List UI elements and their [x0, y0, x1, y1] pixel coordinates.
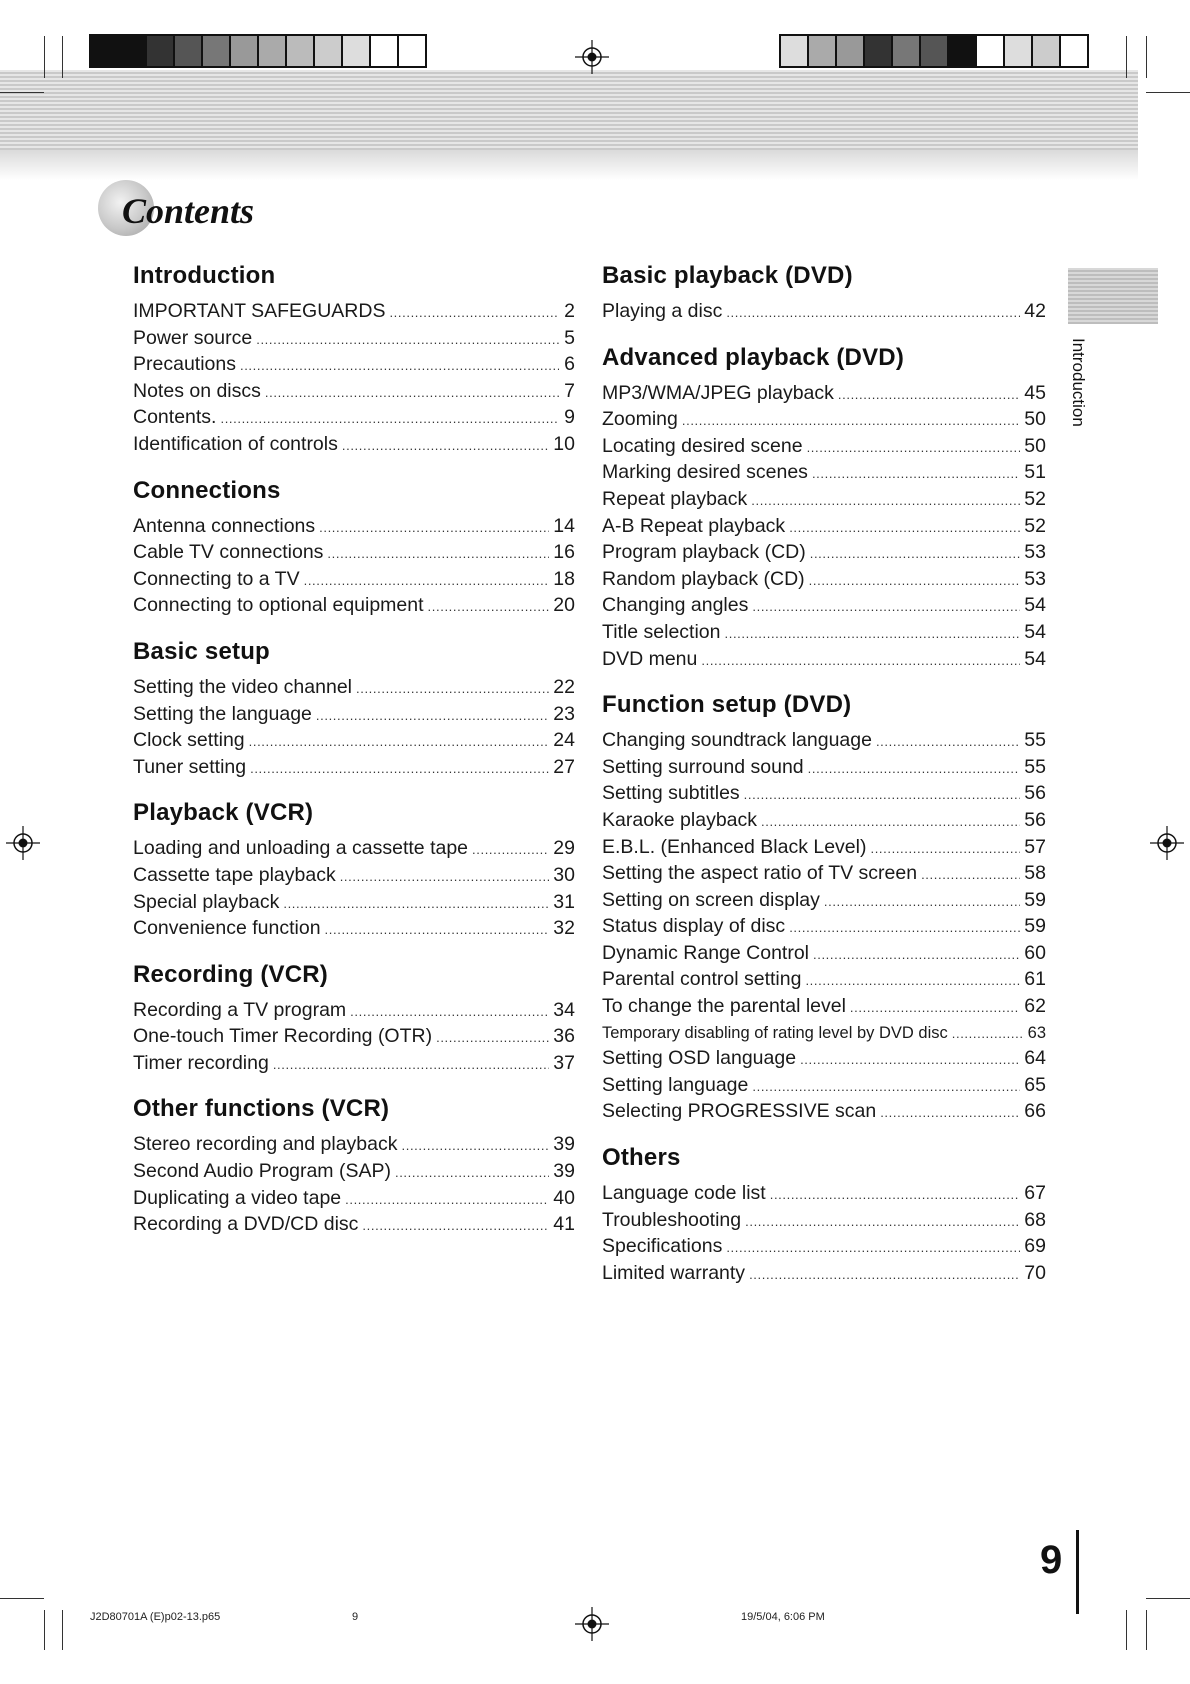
dot-leader: [472, 836, 549, 863]
dot-leader: [761, 808, 1020, 835]
toc-entry-page: 32: [553, 917, 575, 940]
toc-entry-label: Setting language: [602, 1073, 749, 1096]
toc-entry-page: 30: [553, 863, 575, 886]
toc-entry-label: Random playback (CD): [602, 567, 805, 590]
toc-entry-page: 54: [1024, 647, 1046, 670]
dot-leader: [342, 432, 549, 459]
toc-entry-page: 69: [1024, 1235, 1046, 1258]
toc-entry-page: 45: [1024, 381, 1046, 404]
dot-leader: [327, 540, 549, 567]
toc-entry: [133, 916, 575, 943]
dot-leader: [810, 540, 1021, 567]
toc-entry: [602, 781, 1046, 808]
toc-entry-page: 63: [1027, 1023, 1046, 1042]
color-bar-right: [779, 34, 1089, 68]
section-heading: Function setup (DVD): [602, 691, 852, 719]
toc-entry-label: Setting OSD language: [602, 1047, 797, 1070]
toc-entry: [602, 967, 1046, 994]
toc-section: [602, 691, 1046, 1126]
section-heading: Basic setup: [133, 637, 270, 665]
toc-entry-label: Second Audio Program (SAP): [133, 1160, 391, 1183]
toc-section: [133, 477, 575, 620]
crop-mark: [62, 1610, 63, 1650]
toc-entry-page: 51: [1024, 461, 1046, 484]
toc-section: [602, 344, 1046, 674]
toc-entry: [602, 835, 1046, 862]
toc-entry-label: E.B.L. (Enhanced Black Level): [602, 835, 867, 858]
toc-entry-label: Tuner setting: [133, 755, 247, 778]
toc-entry-page: 20: [553, 594, 575, 617]
toc-entry-label: IMPORTANT SAFEGUARDS: [133, 300, 386, 322]
toc-entry: [602, 514, 1046, 541]
section-heading: Others: [602, 1144, 681, 1172]
toc-entry-label: Setting on screen display: [602, 888, 820, 911]
section-heading: Introduction: [133, 262, 276, 289]
toc-entry-page: 23: [553, 702, 575, 725]
contents-column-left: [133, 262, 575, 1257]
dot-leader: [389, 299, 559, 326]
footer-datetime: 19/5/04, 6:06 PM: [741, 1611, 825, 1623]
dot-leader: [789, 514, 1020, 541]
toc-entry: [133, 890, 575, 917]
toc-entry-page: 50: [1024, 434, 1046, 457]
toc-entry-page: 5: [564, 326, 575, 349]
section-heading: Other functions (VCR): [133, 1095, 390, 1123]
toc-entry-page: 59: [1024, 915, 1046, 938]
crop-mark: [0, 1598, 44, 1599]
toc-entry-page: 6: [564, 353, 575, 376]
toc-entry: [133, 755, 575, 782]
toc-entry: [602, 1099, 1046, 1126]
toc-entry-page: 55: [1024, 729, 1046, 752]
toc-entry: [602, 487, 1046, 514]
toc-entry-label: Limited warranty: [602, 1261, 746, 1284]
dot-leader: [805, 967, 1020, 994]
toc-entry-page: 41: [553, 1213, 575, 1236]
toc-entry-label: Parental control setting: [602, 968, 802, 991]
dot-leader: [319, 514, 549, 541]
toc-entry-label: Connecting to optional equipment: [133, 594, 424, 617]
toc-entry: [133, 675, 575, 702]
toc-entry: [133, 1132, 575, 1159]
toc-entry: [602, 407, 1046, 434]
toc-entry: [602, 1261, 1046, 1288]
dot-leader: [325, 916, 550, 943]
toc-entry-page: 42: [1024, 300, 1046, 322]
dot-leader: [812, 460, 1020, 487]
toc-section: [602, 262, 1046, 326]
page-number: 9: [1040, 1538, 1063, 1582]
toc-entry-page: 55: [1024, 755, 1046, 778]
toc-entry: [133, 352, 575, 379]
dot-leader: [880, 1099, 1020, 1126]
toc-entry: [133, 432, 575, 459]
toc-entry-page: 57: [1024, 835, 1046, 858]
crop-mark: [44, 1610, 45, 1650]
toc-entry-label: MP3/WMA/JPEG playback: [602, 381, 834, 404]
toc-entry-label: Program playback (CD): [602, 541, 806, 564]
footer-file-name: J2D80701A (E)p02-13.p65: [90, 1611, 221, 1623]
dot-leader: [345, 1186, 549, 1213]
toc-entry: [602, 620, 1046, 647]
toc-entry: [602, 728, 1046, 755]
toc-entry-label: Marking desired scenes: [602, 461, 808, 484]
toc-section: [602, 1144, 1046, 1287]
dot-leader: [220, 405, 559, 432]
toc-entry-label: One-touch Timer Recording (OTR): [133, 1025, 433, 1048]
header-band-fade: [0, 150, 1138, 180]
dot-leader: [745, 1208, 1020, 1235]
toc-entry-label: Selecting PROGRESSIVE scan: [602, 1100, 877, 1123]
toc-entry: [133, 728, 575, 755]
dot-leader: [436, 1024, 549, 1051]
toc-entry-page: 40: [553, 1186, 575, 1209]
toc-section: [133, 262, 575, 459]
toc-entry-page: 62: [1024, 995, 1046, 1018]
dot-leader: [304, 567, 550, 594]
toc-entry-label: Locating desired scene: [602, 434, 803, 457]
toc-entry-label: Setting the language: [133, 702, 312, 725]
toc-entry: [133, 1159, 575, 1186]
toc-entry: [133, 998, 575, 1025]
dot-leader: [952, 1021, 1024, 1047]
page-title: Contents: [122, 191, 255, 231]
crop-mark: [0, 92, 44, 93]
footer-page: 9: [352, 1611, 359, 1623]
dot-leader: [725, 620, 1021, 647]
toc-entry: [602, 1046, 1046, 1073]
toc-entry-page: 34: [553, 998, 575, 1021]
section-tab-label: Introduction: [1069, 338, 1088, 427]
registration-mark-icon: [6, 826, 40, 860]
dot-leader: [921, 861, 1020, 888]
toc-entry-label: Language code list: [602, 1182, 766, 1205]
toc-entry-page: 52: [1024, 487, 1046, 510]
dot-leader: [726, 299, 1020, 326]
dot-leader: [240, 352, 559, 379]
toc-entry: [602, 994, 1046, 1021]
toc-entry: [133, 379, 575, 406]
dot-leader: [770, 1181, 1021, 1208]
crop-mark: [44, 36, 45, 78]
dot-leader: [800, 1046, 1020, 1073]
toc-entry-page: 27: [553, 755, 575, 778]
toc-entry-label: Contents.: [133, 406, 217, 429]
toc-entry: [602, 434, 1046, 461]
toc-entry: [602, 1021, 1046, 1047]
dot-leader: [752, 593, 1020, 620]
toc-entry-page: 22: [553, 675, 575, 698]
dot-leader: [428, 593, 550, 620]
dot-leader: [808, 755, 1021, 782]
toc-entry-page: 54: [1024, 594, 1046, 617]
dot-leader: [809, 567, 1021, 594]
toc-entry-page: 56: [1024, 808, 1046, 831]
toc-entry: [602, 593, 1046, 620]
toc-entry: [602, 540, 1046, 567]
page-number-rule: [1076, 1530, 1079, 1614]
toc-entry: [133, 567, 575, 594]
toc-entry-page: 39: [553, 1133, 575, 1156]
crop-mark: [1146, 1598, 1190, 1599]
toc-entry: [133, 514, 575, 541]
toc-entry: [133, 1024, 575, 1051]
toc-entry-label: Temporary disabling of rating level by DVD disc: [602, 1023, 948, 1042]
section-heading: Playback (VCR): [133, 799, 314, 827]
toc-entry: [602, 755, 1046, 782]
toc-entry-label: Timer recording: [133, 1051, 269, 1074]
dot-leader: [813, 941, 1020, 968]
dot-leader: [876, 728, 1020, 755]
toc-entry-page: 10: [553, 432, 575, 455]
section-tab: [1068, 268, 1158, 324]
dot-leader: [249, 728, 550, 755]
crop-mark: [1146, 36, 1147, 78]
dot-leader: [726, 1234, 1020, 1261]
dot-leader: [273, 1051, 549, 1078]
toc-entry-label: Cable TV connections: [133, 541, 324, 564]
toc-entry-page: 18: [553, 567, 575, 590]
dot-leader: [838, 381, 1020, 408]
toc-entry-page: 31: [553, 890, 575, 913]
toc-entry-page: 60: [1024, 941, 1046, 964]
toc-entry-label: Changing soundtrack language: [602, 729, 872, 752]
contents-column-right: [602, 262, 1046, 1305]
dot-leader: [402, 1132, 550, 1159]
toc-entry-page: 61: [1024, 968, 1046, 991]
dot-leader: [824, 888, 1020, 915]
dot-leader: [870, 835, 1020, 862]
dot-leader: [283, 890, 549, 917]
dot-leader: [751, 487, 1020, 514]
toc-entry-page: 14: [553, 514, 575, 537]
dot-leader: [682, 407, 1020, 434]
toc-entry: [133, 863, 575, 890]
toc-section: [133, 961, 575, 1078]
toc-entry-label: Antenna connections: [133, 514, 316, 537]
toc-entry-label: Special playback: [133, 890, 280, 913]
toc-entry-label: Power source: [133, 326, 253, 349]
section-heading: Recording (VCR): [133, 960, 328, 988]
toc-entry-label: Cassette tape playback: [133, 863, 336, 886]
dot-leader: [749, 1261, 1020, 1288]
toc-entry-page: 65: [1024, 1073, 1046, 1096]
toc-entry-page: 67: [1024, 1182, 1046, 1205]
toc-entry: [133, 593, 575, 620]
registration-mark-icon: [1150, 826, 1184, 860]
toc-entry-page: 50: [1024, 408, 1046, 431]
toc-entry-page: 29: [553, 837, 575, 860]
toc-entry-label: Setting surround sound: [602, 755, 804, 778]
toc-entry: [602, 1181, 1046, 1208]
toc-entry: [602, 299, 1046, 326]
crop-mark: [1126, 1610, 1127, 1650]
toc-entry-page: 58: [1024, 862, 1046, 885]
toc-entry-label: Connecting to a TV: [133, 567, 300, 590]
toc-entry-label: Clock setting: [133, 729, 245, 752]
toc-entry: [133, 1186, 575, 1213]
toc-entry-page: 7: [564, 379, 575, 402]
dot-leader: [256, 326, 559, 353]
toc-entry: [133, 702, 575, 729]
toc-entry-label: Setting the video channel: [133, 675, 352, 698]
toc-entry-page: 66: [1024, 1100, 1046, 1123]
dot-leader: [752, 1073, 1020, 1100]
registration-mark-icon: [575, 1607, 609, 1641]
dot-leader: [356, 675, 549, 702]
toc-entry-label: Setting subtitles: [602, 782, 740, 805]
toc-entry-page: 36: [553, 1025, 575, 1048]
toc-entry-label: Karaoke playback: [602, 808, 758, 831]
toc-entry-label: Specifications: [602, 1235, 723, 1258]
dot-leader: [350, 998, 549, 1025]
toc-entry-label: Duplicating a video tape: [133, 1186, 342, 1209]
toc-entry-page: 2: [564, 300, 575, 322]
toc-entry-label: Recording a DVD/CD disc: [133, 1213, 359, 1236]
toc-entry-label: To change the parental level: [602, 995, 846, 1018]
dot-leader: [850, 994, 1020, 1021]
toc-entry-page: 56: [1024, 782, 1046, 805]
toc-entry-page: 64: [1024, 1047, 1046, 1070]
dot-leader: [789, 914, 1020, 941]
toc-entry: [602, 381, 1046, 408]
dot-leader: [701, 647, 1020, 674]
toc-entry-label: Changing angles: [602, 594, 749, 617]
crop-mark: [62, 36, 63, 78]
dot-leader: [340, 863, 550, 890]
crop-mark: [1126, 36, 1127, 78]
toc-entry-label: Status display of disc: [602, 915, 786, 938]
toc-entry: [602, 808, 1046, 835]
toc-entry-page: 68: [1024, 1208, 1046, 1231]
toc-entry-label: Title selection: [602, 620, 721, 643]
toc-entry-label: A-B Repeat playback: [602, 514, 786, 537]
toc-entry-label: Troubleshooting: [602, 1208, 742, 1231]
toc-section: [133, 799, 575, 942]
toc-entry: [133, 405, 575, 432]
toc-entry: [602, 1234, 1046, 1261]
dot-leader: [395, 1159, 549, 1186]
toc-entry-label: Stereo recording and playback: [133, 1133, 398, 1156]
toc-entry-page: 16: [553, 541, 575, 564]
toc-entry: [602, 460, 1046, 487]
registration-mark-icon: [575, 40, 609, 74]
section-heading: Connections: [133, 476, 281, 504]
header-band: [0, 70, 1138, 150]
section-heading: Advanced playback (DVD): [602, 343, 905, 371]
dot-leader: [807, 434, 1021, 461]
toc-entry-page: 53: [1024, 567, 1046, 590]
dot-leader: [362, 1212, 549, 1239]
toc-entry: [602, 647, 1046, 674]
toc-entry-label: DVD menu: [602, 647, 698, 670]
toc-entry-page: 37: [553, 1051, 575, 1074]
toc-entry-label: Dynamic Range Control: [602, 941, 810, 964]
toc-entry: [602, 914, 1046, 941]
toc-entry-page: 39: [553, 1160, 575, 1183]
toc-entry-page: 52: [1024, 514, 1046, 537]
toc-entry-label: Identification of controls: [133, 432, 338, 455]
toc-entry-label: Precautions: [133, 353, 236, 376]
dot-leader: [744, 781, 1021, 808]
toc-entry: [133, 1051, 575, 1078]
section-heading: Basic playback (DVD): [602, 262, 853, 289]
toc-entry: [602, 1073, 1046, 1100]
toc-entry: [602, 1208, 1046, 1235]
toc-entry: [602, 888, 1046, 915]
toc-entry: [133, 326, 575, 353]
toc-entry-label: Recording a TV program: [133, 998, 347, 1021]
toc-section: [133, 638, 575, 781]
toc-entry-label: Convenience function: [133, 917, 321, 940]
toc-entry-label: Loading and unloading a cassette tape: [133, 837, 469, 860]
toc-entry-page: 24: [553, 729, 575, 752]
dot-leader: [265, 379, 559, 406]
toc-entry-page: 70: [1024, 1261, 1046, 1284]
toc-entry-label: Setting the aspect ratio of TV screen: [602, 862, 918, 885]
crop-mark: [1146, 1610, 1147, 1650]
toc-entry-page: 9: [564, 406, 575, 429]
toc-entry-label: Playing a disc: [602, 300, 723, 322]
toc-entry-page: 54: [1024, 620, 1046, 643]
toc-entry: [133, 299, 575, 326]
dot-leader: [316, 702, 549, 729]
toc-entry: [602, 567, 1046, 594]
color-bar-left: [89, 34, 427, 68]
toc-entry: [133, 540, 575, 567]
toc-entry: [602, 861, 1046, 888]
toc-entry: [602, 941, 1046, 968]
toc-entry: [133, 1212, 575, 1239]
toc-entry-label: Notes on discs: [133, 379, 261, 402]
toc-entry: [133, 836, 575, 863]
toc-entry-label: Repeat playback: [602, 487, 748, 510]
toc-entry-page: 59: [1024, 888, 1046, 911]
crop-mark: [1146, 92, 1190, 93]
dot-leader: [250, 755, 549, 782]
toc-section: [133, 1095, 575, 1238]
toc-entry-label: Zooming: [602, 408, 678, 431]
toc-entry-page: 53: [1024, 541, 1046, 564]
